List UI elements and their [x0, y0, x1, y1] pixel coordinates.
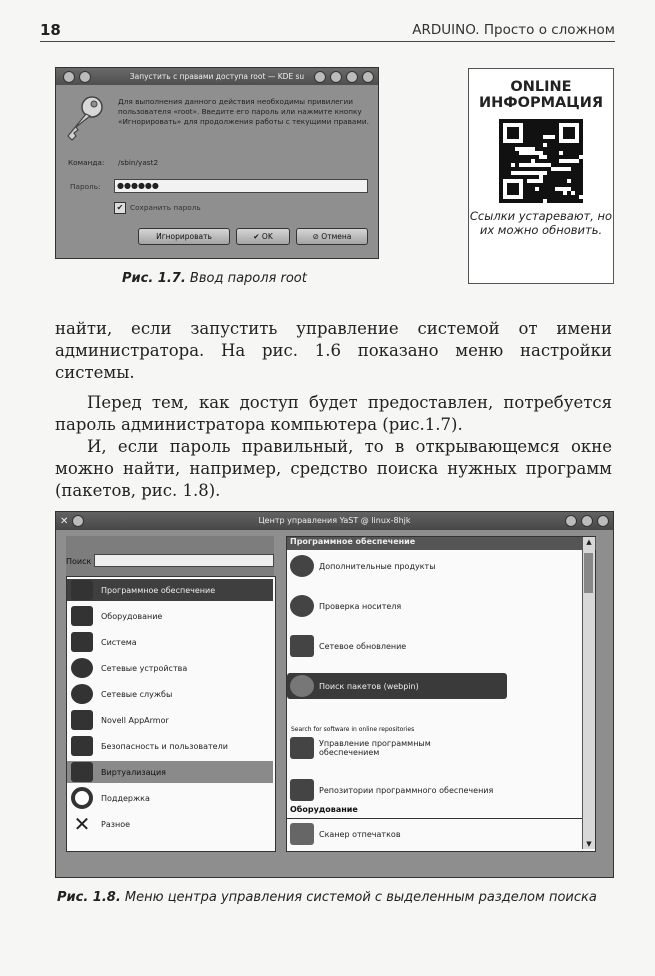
network-services-icon: [71, 684, 93, 704]
category-label: Виртуализация: [101, 767, 166, 777]
password-field[interactable]: ●●●●●●: [114, 179, 368, 193]
kdesu-dialog-screenshot: [55, 67, 379, 259]
category-label: Поддержка: [101, 793, 150, 803]
support-lifebuoy-icon: [71, 787, 93, 809]
maximize-icon: [581, 515, 593, 527]
category-label: Программное обеспечение: [101, 585, 216, 595]
category-label: Сетевые службы: [101, 689, 173, 699]
category-misc[interactable]: [67, 813, 273, 835]
module-webpin-search[interactable]: [287, 673, 507, 699]
module-label: Поиск пакетов (webpin): [319, 681, 419, 691]
scroll-up-icon[interactable]: ▲: [586, 538, 592, 546]
page-number: 18: [40, 21, 61, 39]
module-label: Сетевое обновление: [319, 641, 407, 651]
yast-logo-icon: ✕: [60, 515, 69, 527]
online-title-2: ИНФОРМАЦИЯ: [478, 95, 603, 111]
command-label: Команда:: [68, 158, 105, 167]
scroll-down-icon[interactable]: ▼: [586, 840, 592, 848]
module-media-check[interactable]: [287, 593, 507, 619]
category-network-devices[interactable]: [67, 657, 273, 679]
module-label: Дополнительные продукты: [319, 561, 436, 571]
figure-1-7-caption: [122, 271, 307, 286]
kdesu-title: Запустить с правами доступа root — KDE su: [129, 72, 305, 81]
category-hardware[interactable]: [67, 605, 273, 627]
disc-icon: [290, 595, 314, 617]
minimize-icon: [565, 515, 577, 527]
online-note: Ссылки устаревают, но их можно обновить.: [469, 209, 613, 237]
help-icon: [314, 71, 326, 83]
module-fingerprint[interactable]: [287, 821, 507, 847]
software-icon: [71, 580, 93, 600]
figure-1-8-caption: [57, 890, 597, 905]
category-system[interactable]: [67, 631, 273, 653]
scrollbar-thumb[interactable]: [584, 553, 593, 593]
ignore-button[interactable]: Игнорировать: [138, 228, 230, 245]
repositories-icon: [290, 779, 314, 801]
category-label: Novell AppArmor: [101, 715, 169, 725]
online-update-icon: [290, 635, 314, 657]
category-label: Безопасность и пользователи: [101, 741, 228, 751]
module-label: Проверка носителя: [319, 601, 402, 611]
module-label: Управление программным обеспечением: [319, 739, 431, 757]
module-panel: [286, 536, 596, 852]
yast-title: Центр управления YaST @ linux-8hjk: [258, 516, 411, 525]
search-label: Поиск: [66, 557, 92, 566]
category-list: [66, 576, 276, 852]
figure-1-7-label: Рис. 1.7.: [122, 271, 186, 286]
body-text: [55, 318, 612, 502]
selected-module-hint: Search for software in online repositories: [291, 726, 415, 733]
remember-password-checkbox[interactable]: ✔: [114, 202, 126, 214]
search-input[interactable]: [94, 554, 274, 567]
virtualization-icon: [71, 762, 93, 782]
category-panel: [66, 536, 274, 850]
tools-icon: ✕: [73, 812, 91, 836]
module-scrollbar[interactable]: [582, 537, 595, 849]
paragraph-3: И, если пароль правильный, то в открывающемся окне можно найти, например, средство поиска нужных программ (пакетов, рис. 1.8).: [55, 437, 612, 500]
hardware-icon: [71, 606, 93, 626]
kdesu-titlebar: [56, 68, 378, 85]
running-header: ARDUINO. Просто о сложном: [412, 22, 615, 38]
key-icon: [62, 94, 106, 144]
figure-1-8-label: Рис. 1.8.: [57, 890, 121, 905]
webpin-icon: [290, 675, 314, 697]
section-hardware-header: Оборудование: [287, 805, 596, 819]
password-label: Пароль:: [70, 182, 101, 191]
command-value: /sbin/yast2: [118, 158, 159, 167]
kdesu-message: Для выполнения данного действия необходимы привилегии пользователя «root». Введите его пароль или нажмите кнопку «Игнорировать» для продолжения работы с текущими правами.: [118, 97, 369, 126]
paragraph-2: Перед тем, как доступ будет предоставлен, потребуется пароль администратора компьютера (рис.1.7).: [55, 393, 612, 434]
yast-titlebar: [56, 512, 613, 530]
figure-1-7-text: Ввод пароля root: [189, 271, 307, 286]
category-label: Оборудование: [101, 611, 163, 621]
online-title-1: ONLINE: [510, 79, 572, 95]
module-label: Репозитории программного обеспечения: [319, 785, 494, 795]
category-label: Разное: [101, 819, 131, 829]
remember-password-label: Сохранить пароль: [130, 203, 201, 212]
ok-button[interactable]: ✔ OK: [236, 228, 290, 245]
maximize-icon: [346, 71, 358, 83]
software-management-icon: [290, 737, 314, 759]
category-virtualization[interactable]: [67, 761, 273, 783]
network-devices-icon: [71, 658, 93, 678]
category-label: Система: [101, 637, 137, 647]
apparmor-icon: [71, 710, 93, 730]
security-users-icon: [71, 736, 93, 756]
figure-1-8-text: Меню центра управления системой с выделенным разделом поиска: [124, 890, 597, 905]
category-apparmor[interactable]: [67, 709, 273, 731]
module-online-update[interactable]: [287, 633, 507, 659]
category-network-services[interactable]: [67, 683, 273, 705]
paragraph-1: найти, если запустить управление системой от имени администратора. На рис. 1.6 показано меню настройки системы.: [55, 319, 612, 382]
cancel-button[interactable]: ⊘ Отмена: [296, 228, 368, 245]
category-software[interactable]: [67, 579, 273, 601]
system-icon: [71, 632, 93, 652]
module-label: Сканер отпечатков: [319, 829, 401, 839]
fingerprint-reader-icon: [290, 823, 314, 845]
add-on-icon: [290, 555, 314, 577]
category-label: Сетевые устройства: [101, 663, 188, 673]
module-software-management[interactable]: [287, 735, 487, 761]
header-rule: [40, 41, 615, 42]
minimize-icon: [330, 71, 342, 83]
section-software-header: Программное обеспечение: [287, 537, 596, 550]
yast-window-screenshot: [55, 511, 614, 878]
category-support[interactable]: [67, 787, 273, 809]
online-info-box: [468, 68, 614, 284]
close-icon: [597, 515, 609, 527]
module-repositories[interactable]: [287, 777, 527, 803]
close-icon: [362, 71, 374, 83]
module-add-on-products[interactable]: [287, 553, 507, 579]
category-security[interactable]: [67, 735, 273, 757]
qr-code-icon[interactable]: [499, 119, 583, 203]
